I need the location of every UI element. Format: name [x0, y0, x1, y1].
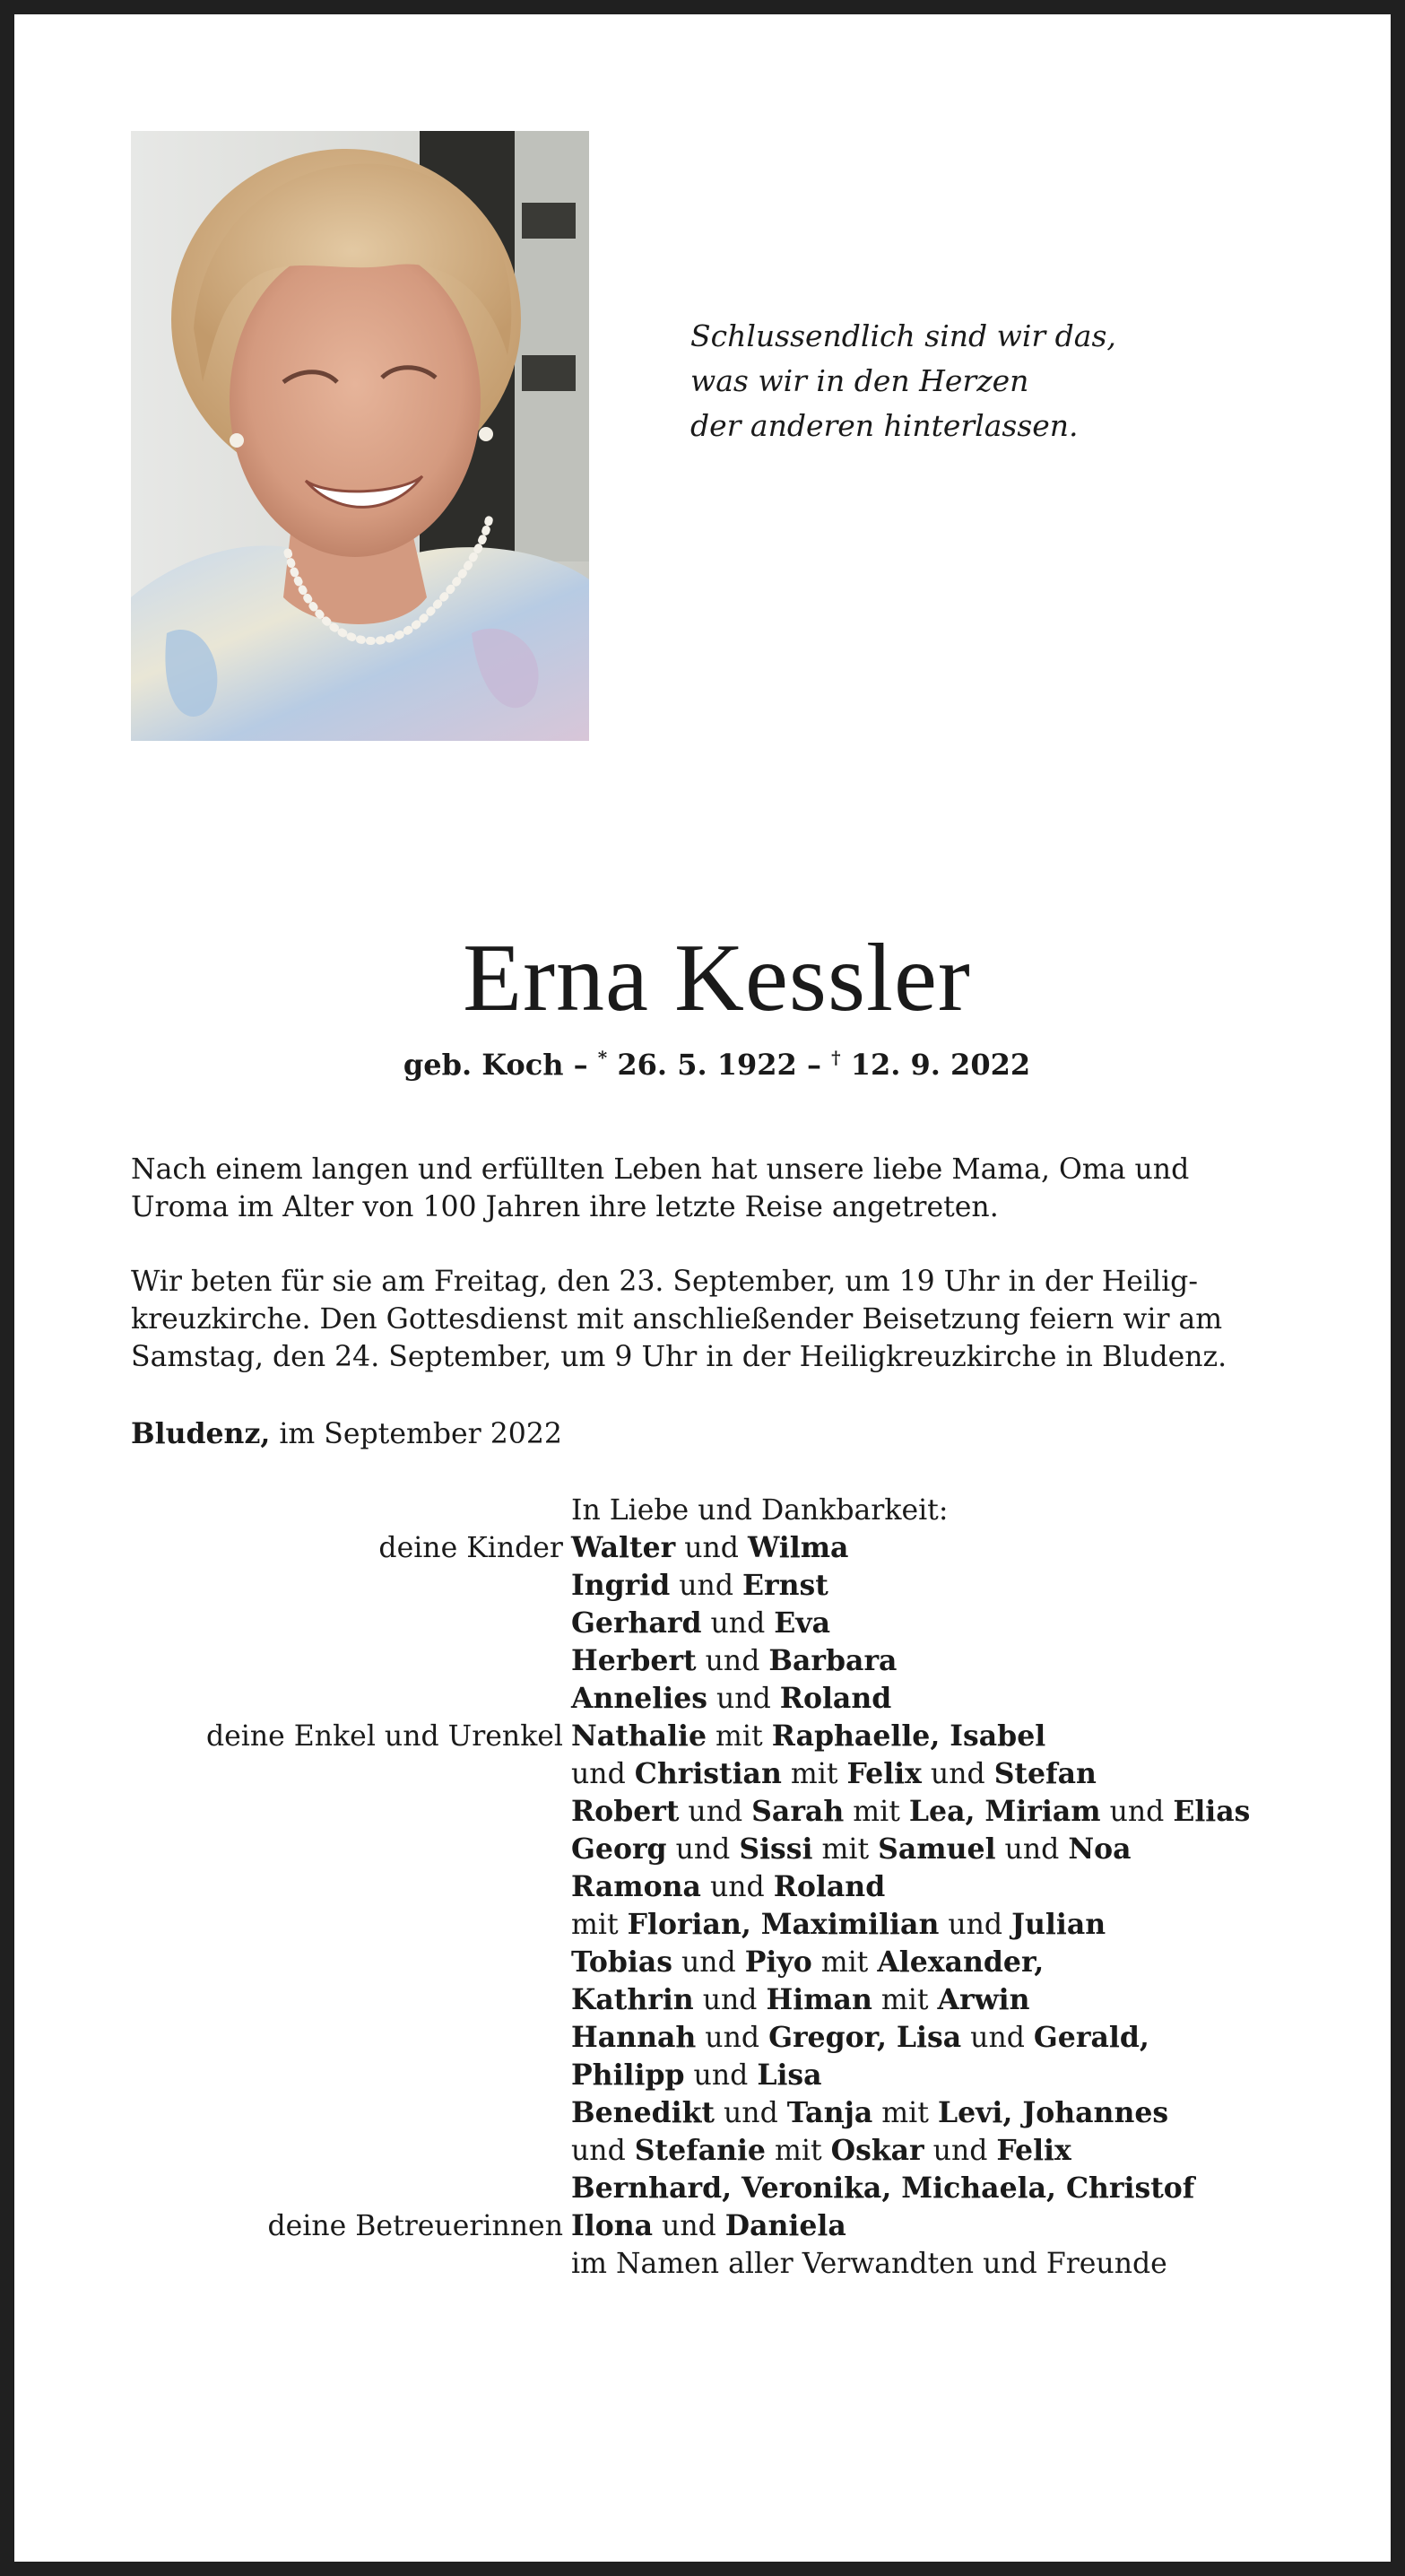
family-member-name: Herbert [571, 1644, 697, 1677]
family-names [571, 1718, 1045, 1755]
family-names [571, 1831, 1132, 1868]
funeral-paragraph [131, 1263, 1305, 1376]
family-member-name: Roland [773, 1870, 886, 1903]
quote-line: der anderen hinterlassen. [690, 408, 1079, 443]
family-member-name: Florian, Maximilian [627, 1908, 940, 1941]
family-names [571, 2132, 1071, 2170]
dash: – [573, 1048, 588, 1082]
birth-date: 26. 5. 1922 [617, 1048, 797, 1082]
family-member-name: Wilma [747, 1531, 849, 1564]
connector-text: und [700, 1871, 774, 1903]
family-member-name: Felix [996, 2134, 1071, 2167]
family-member-name: Bernhard, Veronika, Michaela, Christof [571, 2171, 1195, 2205]
family-member-name: Gerald, [1033, 2021, 1149, 2054]
family-member-name: Hannah [571, 2021, 697, 2054]
family-member-name: Barbara [768, 1644, 898, 1677]
family-row [14, 2207, 1405, 2245]
family-member-name: Sarah [751, 1795, 845, 1828]
connector-text: mit [811, 1946, 878, 1979]
family-row [14, 2170, 1405, 2207]
family-member-name: Arwin [937, 1983, 1030, 2016]
family-row [14, 2094, 1405, 2132]
family-member-name: Stefanie [634, 2134, 766, 2167]
family-row [14, 1793, 1405, 1831]
connector-text: im Namen aller Verwandten und Freunde [571, 2248, 1167, 2280]
family-member-name: Tobias [571, 1945, 672, 1979]
family-member-name: Georg [571, 1832, 667, 1866]
connector-text: und [571, 1758, 635, 1790]
family-names [571, 1605, 830, 1642]
family-member-name: Lisa [757, 2058, 822, 2092]
family-member-name: Christian [634, 1757, 782, 1790]
connector-text: mit [872, 1984, 938, 2016]
connector-text: und [672, 1946, 745, 1979]
label-grandchildren: deine Enkel und Urenkel [205, 1720, 563, 1753]
announcement-paragraph [131, 1151, 1305, 1226]
family-member-name: Robert [571, 1795, 680, 1828]
death-date: 12. 9. 2022 [850, 1048, 1031, 1082]
intro-text: In Liebe und Dankbarkeit: [571, 1494, 949, 1527]
family-names [571, 1680, 891, 1718]
connector-text: und [961, 2022, 1034, 2054]
family-names [571, 1567, 828, 1605]
connector-text: und [675, 1532, 748, 1564]
place-city: Bludenz, [131, 1417, 271, 1450]
family-names [571, 2019, 1149, 2057]
family-row [14, 1642, 1405, 1680]
family-signoff [14, 1492, 1405, 2283]
family-member-name: Nathalie [571, 1719, 707, 1753]
paragraph-line: Samstag, den 24. September, um 9 Uhr in der Heiligkreuzkirche in Bludenz. [131, 1341, 1227, 1373]
family-row [14, 1944, 1405, 1981]
connector-text: und [714, 2097, 787, 2129]
family-member-name: Ernst [742, 1569, 828, 1602]
family-member-name: Eva [774, 1606, 830, 1640]
family-member-name: Benedikt [571, 2096, 715, 2129]
connector-text: und [679, 1796, 752, 1828]
family-row [14, 1868, 1405, 1906]
connector-text: und [684, 2059, 758, 2092]
family-names [571, 1981, 1030, 2019]
family-member-name: Julian [1011, 1908, 1106, 1941]
family-names [571, 2207, 846, 2245]
family-member-name: Ilona [571, 2209, 654, 2242]
family-member-name: Sissi [739, 1832, 813, 1866]
birth-symbol: * [597, 1047, 608, 1068]
family-member-name: Gerhard [571, 1606, 702, 1640]
family-member-name: Samuel [878, 1832, 996, 1866]
born-name: geb. Koch [403, 1048, 564, 1082]
family-names [571, 1755, 1097, 1793]
family-member-name: Walter [571, 1531, 676, 1564]
family-member-name: Annelies [571, 1682, 707, 1715]
family-member-name: Piyo [744, 1945, 812, 1979]
family-member-name: Philipp [571, 2058, 685, 2092]
connector-text: und [995, 1833, 1069, 1866]
family-row [14, 1680, 1405, 1718]
connector-text: mit [872, 2097, 938, 2129]
connector-text: mit [765, 2135, 831, 2167]
connector-text: und [696, 1645, 769, 1677]
quote-line: was wir in den Herzen [690, 363, 1029, 398]
portrait-image [131, 131, 589, 741]
portrait-photo [131, 131, 589, 741]
family-member-name: Stefan [993, 1757, 1097, 1790]
connector-text: und [924, 2135, 997, 2167]
connector-text: und [670, 1570, 743, 1602]
family-member-name: Daniela [724, 2209, 846, 2242]
family-names [571, 2170, 1194, 2207]
family-names [571, 1868, 885, 1906]
connector-text: mit [812, 1833, 879, 1866]
family-row [14, 1718, 1405, 1755]
family-member-name: Ingrid [571, 1569, 671, 1602]
family-row [14, 1906, 1405, 1944]
family-member-name: Elias [1173, 1795, 1251, 1828]
family-member-name: Lea, Miriam [908, 1795, 1101, 1828]
connector-text: und [666, 1833, 740, 1866]
connector-text: und [701, 1607, 775, 1640]
connector-text: und [939, 1909, 1012, 1941]
connector-text: mit [781, 1758, 847, 1790]
connector-text: und [653, 2210, 725, 2242]
connector-text: und [1100, 1796, 1174, 1828]
family-names [571, 1906, 1106, 1944]
family-row [14, 1755, 1405, 1793]
family-names [571, 2094, 1168, 2132]
place-date: im September 2022 [279, 1418, 562, 1450]
connector-text: mit [571, 1909, 628, 1941]
paragraph-line: Wir beten für sie am Freitag, den 23. September, um 19 Uhr in der Heilig- [131, 1266, 1198, 1298]
place-and-date [131, 1415, 1305, 1453]
family-member-name: Noa [1068, 1832, 1132, 1866]
family-names [571, 1793, 1250, 1831]
connector-text: mit [844, 1796, 909, 1828]
family-member-name: Kathrin [571, 1983, 694, 2016]
family-row [14, 1529, 1405, 1567]
label-children: deine Kinder [378, 1532, 563, 1564]
connector-text: mit [707, 1720, 772, 1753]
family-row [14, 1567, 1405, 1605]
family-names [571, 1944, 1044, 1981]
family-row [14, 1981, 1405, 2019]
family-names [571, 1529, 848, 1567]
dash: – [806, 1048, 821, 1082]
paragraph-line: kreuzkirche. Den Gottesdienst mit anschließender Beisetzung feiern wir am [131, 1303, 1223, 1336]
family-row [14, 2057, 1405, 2094]
family-row [14, 1605, 1405, 1642]
paragraph-line: Uroma im Alter von 100 Jahren ihre letzte Reise angetreten. [131, 1191, 999, 1223]
connector-text: und [921, 1758, 994, 1790]
label-caregivers: deine Betreuerinnen [267, 2210, 563, 2242]
connector-text: und [571, 2135, 635, 2167]
family-names [571, 2057, 822, 2094]
intro-row [14, 1492, 1405, 1529]
family-row [14, 1831, 1405, 1868]
connector-text: und [693, 1984, 767, 2016]
family-member-name: Oskar [830, 2134, 924, 2167]
quote-line: Schlussendlich sind wir das, [690, 318, 1116, 353]
family-names [571, 1642, 897, 1680]
connector-text: und [696, 2022, 769, 2054]
family-member-name: Ramona [571, 1870, 701, 1903]
death-symbol: † [831, 1047, 841, 1068]
quote-block [690, 314, 1116, 448]
family-row [14, 2132, 1405, 2170]
family-member-name: Felix [846, 1757, 922, 1790]
life-dates [14, 1035, 1405, 1087]
family-row [14, 2019, 1405, 2057]
connector-text: und [707, 1683, 780, 1715]
family-names [571, 2245, 1167, 2283]
family-member-name: Alexander, [877, 1945, 1045, 1979]
family-member-name: Levi, Johannes [937, 2096, 1169, 2129]
family-member-name: Roland [779, 1682, 892, 1715]
family-row [14, 2245, 1405, 2283]
paragraph-line: Nach einem langen und erfüllten Leben hat unsere liebe Mama, Oma und [131, 1153, 1190, 1186]
family-member-name: Tanja [786, 2096, 873, 2129]
family-member-name: Gregor, Lisa [768, 2021, 962, 2054]
family-member-name: Raphaelle, Isabel [771, 1719, 1046, 1753]
deceased-name: Erna Kessler [463, 925, 971, 1031]
family-member-name: Himan [766, 1983, 872, 2016]
